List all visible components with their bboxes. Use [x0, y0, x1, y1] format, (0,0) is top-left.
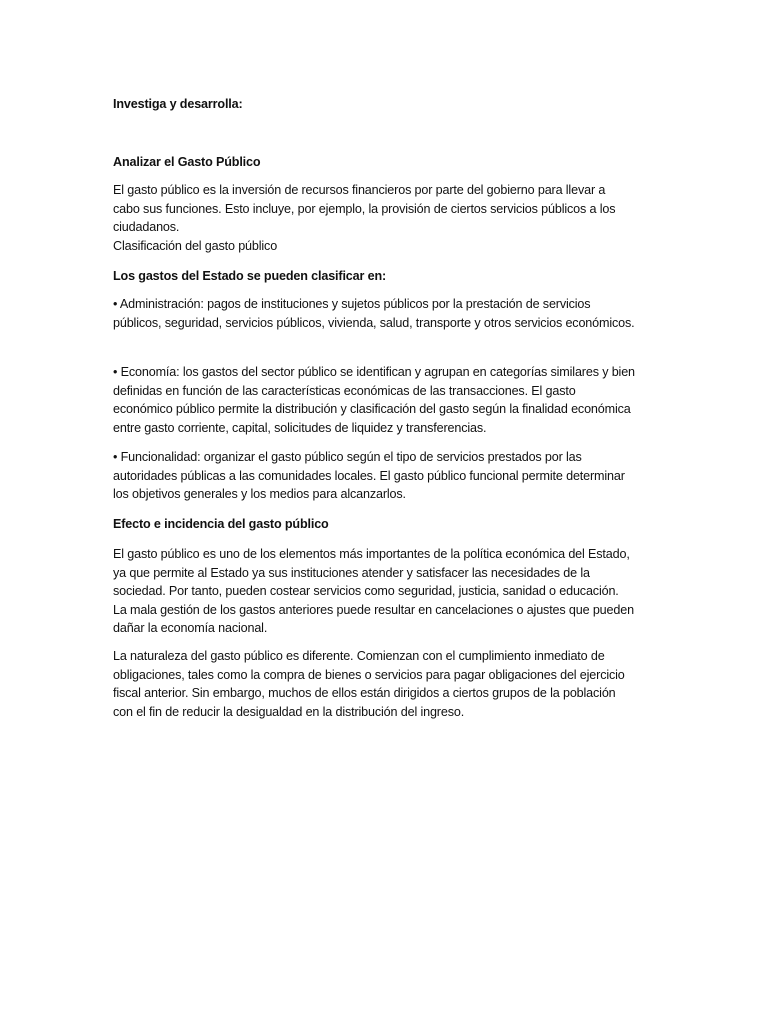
classification-heading: Clasificación del gasto público — [113, 239, 278, 253]
bullet-text: Funcionalidad: organizar el gasto público según el tipo de servicios prestados por las autoridades públicas a las comunidades locales. El gasto público funcional permite determinar los objetivos generales y los medios para alcanzarlos. — [113, 450, 625, 501]
bullet-marker: • — [113, 450, 118, 464]
bullet-administracion — [113, 295, 635, 332]
bullet-marker: • — [113, 297, 118, 311]
bullet-economia — [113, 363, 635, 437]
effect-heading: Efecto e incidencia del gasto público — [113, 517, 329, 531]
document-title: Analizar el Gasto Público — [113, 155, 261, 169]
effect-paragraph-1: El gasto público es uno de los elementos más importantes de la política económica del Estado, ya que permite al Estado ya sus instituciones atender y satisfacer las necesidades de la sociedad. Por tanto, pueden costear servicios como seguridad, justicia, sanidad o educación. La mala gestión de los gastos anteriores puede resultar en cancelaciones o ajustes que pueden dañar la economía nacional. — [113, 547, 634, 635]
bullet-marker: • — [113, 365, 118, 379]
bullet-text: Administración: pagos de instituciones y sujetos públicos por la prestación de servicios públicos, seguridad, servicios públicos, vivienda, salud, transporte y otros servicios económicos. — [113, 297, 635, 330]
section-label: Investiga y desarrolla: — [113, 97, 243, 111]
effect-paragraph-2: La naturaleza del gasto público es diferente. Comienzan con el cumplimiento inmediato de obligaciones, tales como la compra de bienes o servicios para pagar obligaciones del ejercicio fiscal anterior. Sin embargo, muchos de ellos están dirigidos a ciertos grupos de la población con el fin de reducir la desigualdad en la distribución del ingreso. — [113, 649, 625, 719]
bullet-funcionalidad — [113, 448, 635, 504]
bullet-text: Economía: los gastos del sector público se identifican y agrupan en categorías similares y bien definidas en función de las características económicas de las transacciones. El gasto económico público permite la distribución y clasificación del gasto según la finalidad económica entre gasto corriente, capital, solicitudes de liquidez y transferencias. — [113, 365, 635, 435]
classification-intro: Los gastos del Estado se pueden clasificar en: — [113, 269, 387, 283]
intro-paragraph: El gasto público es la inversión de recursos financieros por parte del gobierno para llevar a cabo sus funciones. Esto incluye, por ejemplo, la provisión de ciertos servicios públicos a los ciudadanos. — [113, 183, 616, 234]
